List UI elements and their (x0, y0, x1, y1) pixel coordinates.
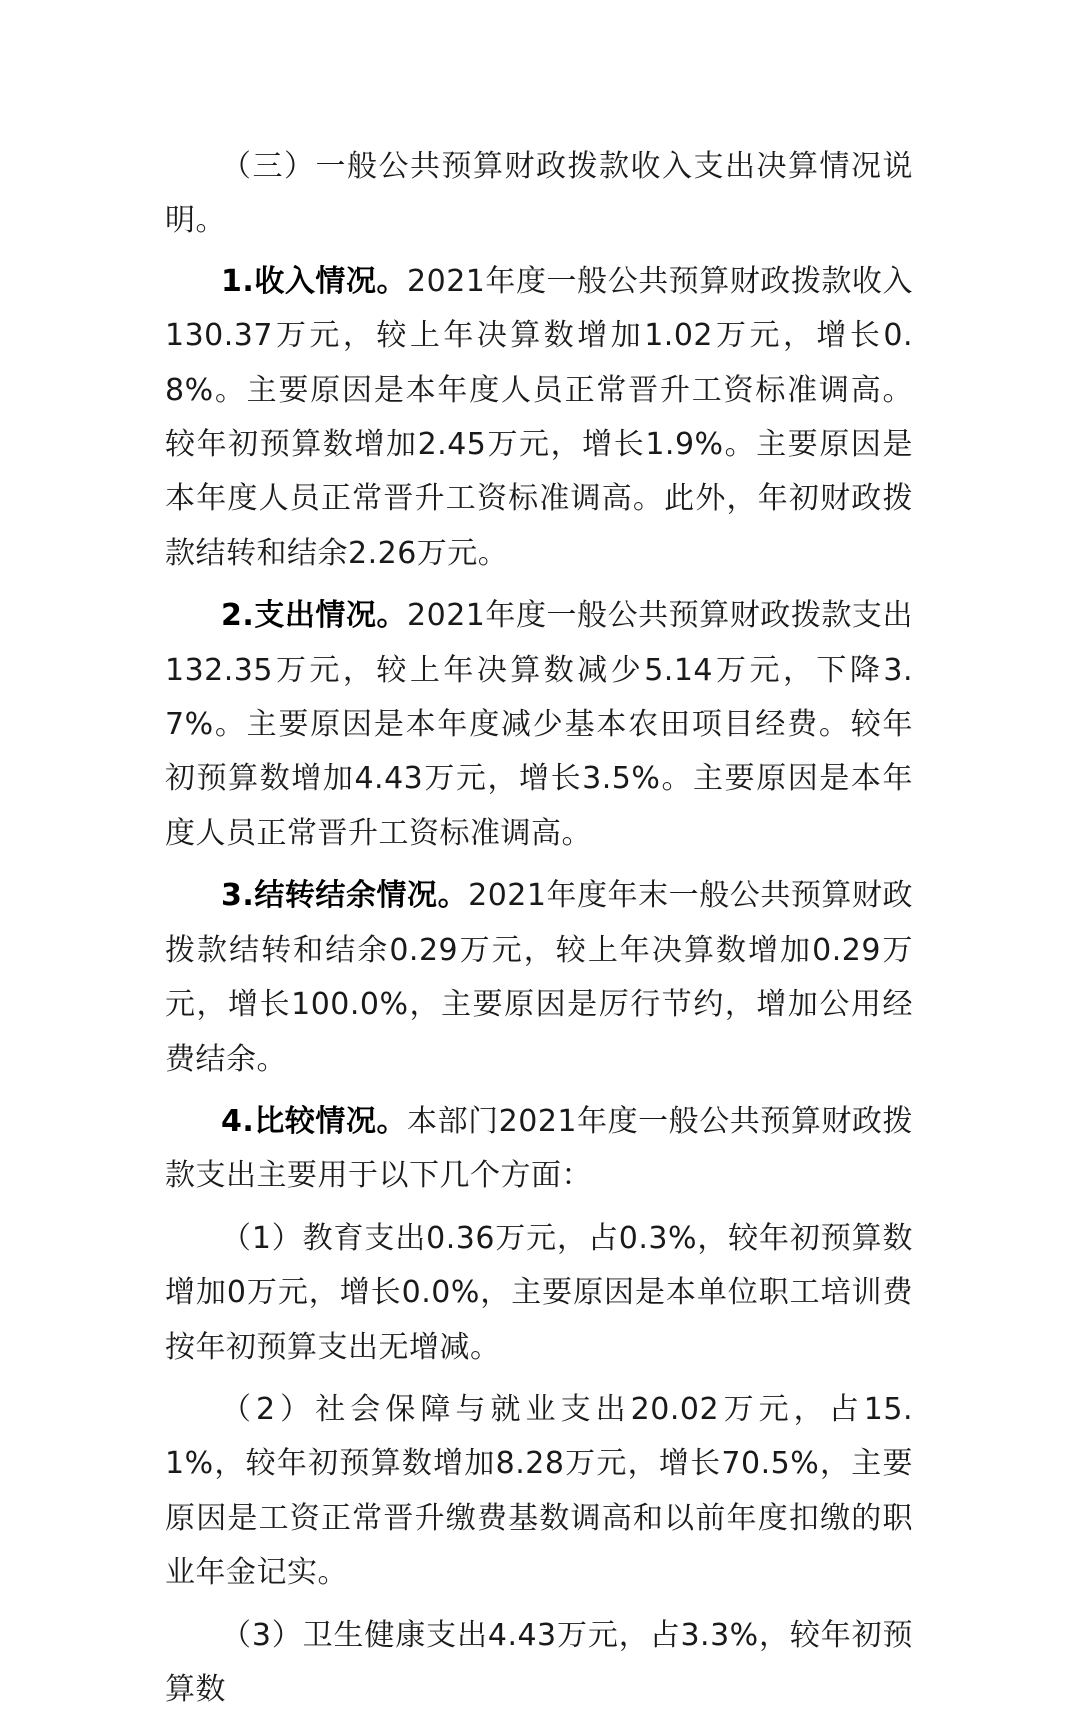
paragraph-comparison (165, 1095, 913, 1204)
paragraph-text: 2021年度年末一般公共预算财政拨款结转和结余0.29万元，较上年决算数增加0.29万元，增长100.0%，主要原因是厉行节约，增加公用经费结余。 (165, 878, 913, 1077)
paragraph-text: 2021年度一般公共预算财政拨款收入130.37万元，较上年决算数增加1.02万元，增长0.8%。主要原因是本年度人员正常晋升工资标准调高。较年初预算数增加2.45万元，增长1.9%。主要原因是本年度人员正常晋升工资标准调高。此外，年初财政拨款结转和结余2.26万元。 (165, 263, 913, 571)
list-item-education: （1）教育支出0.36万元，占0.3%，较年初预算数增加0万元，增长0.0%，主要原因是本单位职工培训费按年初预算支出无增减。 (165, 1220, 913, 1365)
paragraph-lead: 4.比较情况。 (221, 1103, 408, 1139)
paragraph-lead: 1.收入情况。 (221, 263, 408, 299)
paragraph-expenditure (165, 589, 913, 861)
paragraph-text: 本部门2021年度一般公共预算财政拨款支出主要用于以下几个方面： (165, 1103, 913, 1194)
paragraph-lead: 3.结转结余情况。 (221, 878, 469, 914)
paragraph-income (165, 255, 913, 581)
paragraph-lead: 2.支出情况。 (221, 598, 408, 634)
paragraph-text: 2021年度一般公共预算财政拨款支出132.35万元，较上年决算数减少5.14万元，下降3.7%。主要原因是本年度减少基本农田项目经费。较年初预算数增加4.43万元，增长3.5%。主要原因是本年度人员正常晋升工资标准调高。 (165, 598, 913, 851)
list-item-social-security: （2）社会保障与就业支出20.02万元，占15.1%，较年初预算数增加8.28万元，增长70.5%，主要原因是工资正常晋升缴费基数调高和以前年度扣缴的职业年金记实。 (165, 1391, 913, 1591)
document-body (165, 140, 913, 1717)
paragraph-carryover (165, 869, 913, 1087)
section-heading: （三）一般公共预算财政拨款收入支出决算情况说明。 (165, 149, 913, 239)
list-item-health: （3）卫生健康支出4.43万元，占3.3%，较年初预算数 (165, 1617, 913, 1707)
